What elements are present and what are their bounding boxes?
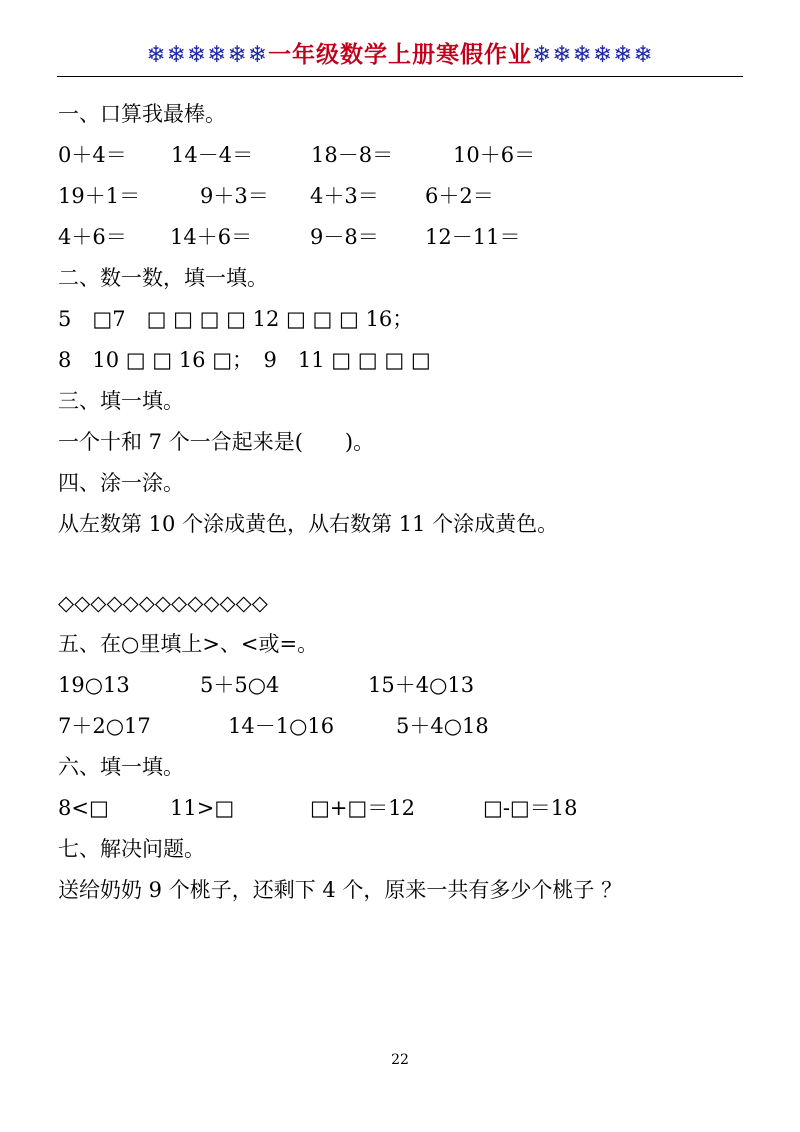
calc-item: 19＋1＝ bbox=[58, 184, 141, 208]
calc-item: 4＋6＝ bbox=[58, 225, 127, 249]
calc-item: 14－4＝ bbox=[171, 143, 254, 167]
page-header bbox=[0, 36, 800, 69]
oral-calc-row-2 bbox=[58, 176, 758, 217]
section-7-heading: 七、解决问题。 bbox=[58, 837, 205, 861]
calc-item: 0＋4＝ bbox=[58, 143, 127, 167]
calc-item: 4＋3＝ bbox=[310, 184, 379, 208]
fill-item: □-□＝18 bbox=[483, 796, 578, 820]
calc-item: 12－11＝ bbox=[425, 225, 521, 249]
calc-item: 10＋6＝ bbox=[453, 143, 536, 167]
section-4-heading: 四、涂一涂。 bbox=[58, 471, 184, 495]
page-number: 22 bbox=[391, 1052, 409, 1068]
compare-row-1 bbox=[58, 665, 758, 706]
compare-item: 5＋5○4 bbox=[200, 673, 280, 697]
section-3-heading: 三、填一填。 bbox=[58, 389, 184, 413]
worksheet-body bbox=[58, 94, 758, 911]
word-problem: 送给奶奶 9 个桃子，还剩下 4 个，原来一共有多少个桃子 ？ bbox=[58, 878, 623, 902]
compare-item: 7＋2○17 bbox=[58, 714, 151, 738]
oral-calc-row-1 bbox=[58, 135, 758, 176]
count-fill-line-1: 5 □7 □ □ □ □ 12 □ □ □ 16； bbox=[58, 307, 414, 331]
spacer bbox=[58, 545, 758, 583]
snowflake-icon: ❄❄❄❄❄❄ bbox=[532, 42, 654, 68]
calc-item: 9－8＝ bbox=[310, 225, 379, 249]
section-2-heading: 二、数一数，填一填。 bbox=[58, 266, 268, 290]
section-1-heading: 一、口算我最棒。 bbox=[58, 102, 226, 126]
compare-item: 19○13 bbox=[58, 673, 130, 697]
oral-calc-row-3 bbox=[58, 217, 758, 258]
compare-row-2 bbox=[58, 706, 758, 747]
fill-item: □+□＝12 bbox=[310, 796, 415, 820]
snowflake-icon: ❄❄❄❄❄❄ bbox=[146, 42, 268, 68]
diamond-row: ◇◇◇◇◇◇◇◇◇◇◇◇◇ bbox=[58, 591, 268, 615]
count-fill-line-2: 8 10 □ □ 16 □； 9 11 □ □ □ □ bbox=[58, 348, 431, 372]
fill-question: 一个十和 7 个一合起来是( )。 bbox=[58, 430, 375, 454]
fill-item: 11>□ bbox=[170, 796, 235, 820]
section-6-heading: 六、填一填。 bbox=[58, 755, 184, 779]
header-rule bbox=[57, 76, 743, 77]
compare-item: 15＋4○13 bbox=[368, 673, 475, 697]
fill-row bbox=[58, 788, 758, 829]
page-title: 一年级数学上册寒假作业 bbox=[268, 41, 532, 68]
calc-item: 18－8＝ bbox=[311, 143, 394, 167]
section-5-heading: 五、在○里填上>、<或=。 bbox=[58, 632, 319, 656]
calc-item: 6＋2＝ bbox=[425, 184, 494, 208]
fill-item: 8<□ bbox=[58, 796, 109, 820]
compare-item: 5＋4○18 bbox=[396, 714, 489, 738]
calc-item: 14＋6＝ bbox=[170, 225, 253, 249]
coloring-question: 从左数第 10 个涂成黄色，从右数第 11 个涂成黄色。 bbox=[58, 512, 559, 536]
calc-item: 9＋3＝ bbox=[200, 184, 269, 208]
compare-item: 14－1○16 bbox=[228, 714, 335, 738]
